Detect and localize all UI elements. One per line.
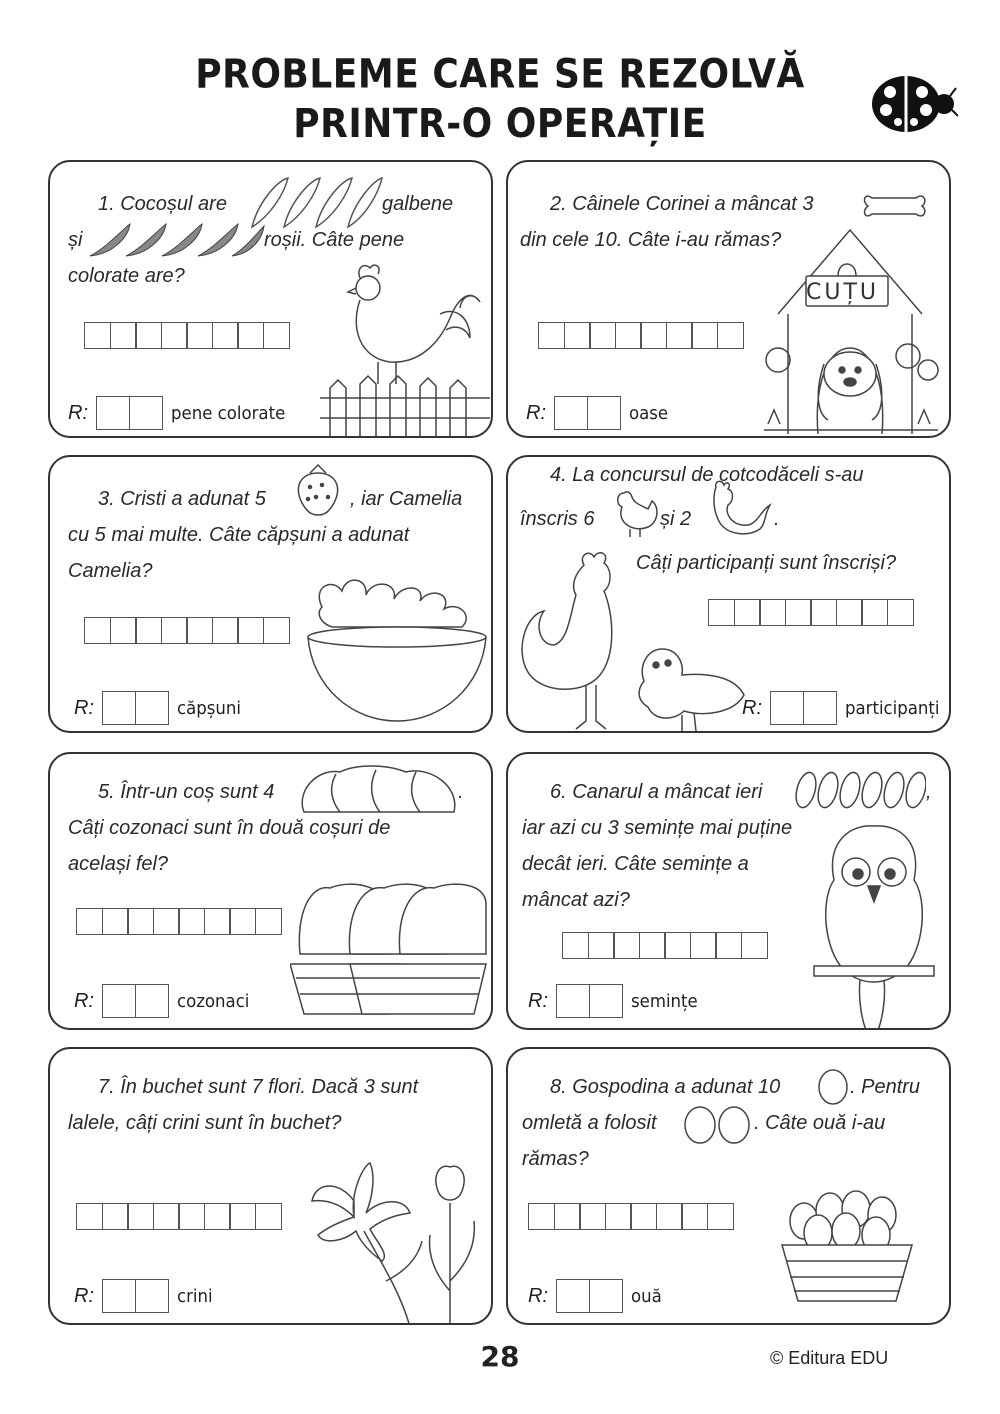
- canary-illustration: [804, 820, 944, 1030]
- title-line-2: PRINTR-O OPERAȚIE: [293, 101, 707, 148]
- p3-text-d: Camelia?: [68, 560, 153, 582]
- p1-text-b: galbene: [382, 193, 454, 215]
- work-boxes[interactable]: [84, 617, 288, 644]
- answer-label: R:: [528, 989, 548, 1012]
- p6-text-a: 6. Canarul a mâncat ieri: [550, 781, 763, 803]
- p7-text-b: lalele, câți crini sunt în buchet?: [68, 1112, 342, 1134]
- answer-row: [74, 984, 256, 1018]
- feathers-red-icon: [86, 220, 266, 262]
- p4-text-b: înscris 6: [520, 508, 595, 530]
- answer-boxes[interactable]: [102, 984, 167, 1018]
- problem-card-3: [48, 455, 493, 733]
- problem-card-4: [506, 455, 951, 733]
- rooster-icon: [704, 479, 774, 539]
- problem-card-5: [48, 752, 493, 1030]
- answer-row: [742, 691, 948, 725]
- answer-boxes[interactable]: [770, 691, 835, 725]
- bone-icon: [860, 188, 930, 224]
- p1-text-d: roșii. Câte pene: [264, 229, 405, 251]
- answer-unit: cozonaci: [177, 990, 250, 1012]
- answer-row: [528, 984, 704, 1018]
- p5-text-b: .: [458, 781, 464, 803]
- p7-text-a: 7. În buchet sunt 7 flori. Dacă 3 sunt: [98, 1076, 419, 1098]
- answer-boxes[interactable]: [556, 1279, 621, 1313]
- p3-text-a: 3. Cristi a adunat 5: [98, 488, 266, 510]
- rooster-and-hen-illustration: [514, 545, 754, 733]
- answer-boxes[interactable]: [556, 984, 621, 1018]
- problem-card-7: [48, 1047, 493, 1325]
- answer-unit: ouă: [631, 1285, 662, 1307]
- answer-label: R:: [74, 1284, 94, 1307]
- seeds-icon: [794, 768, 926, 812]
- problem-card-1: [48, 160, 493, 438]
- answer-row: [526, 396, 672, 430]
- work-boxes[interactable]: [562, 932, 766, 959]
- p8-text-d: . Câte ouă i-au: [754, 1112, 886, 1134]
- strawberry-icon: [288, 461, 348, 521]
- title-line-1: PROBLEME CARE SE REZOLVĂ: [195, 51, 805, 98]
- lily-and-tulip-illustration: [310, 1161, 490, 1325]
- work-boxes[interactable]: [538, 322, 742, 349]
- egg-icon: [816, 1065, 850, 1105]
- work-boxes[interactable]: [76, 908, 280, 935]
- p4-text-e: Câți participanți sunt înscriși?: [636, 552, 897, 574]
- p5-text-c: Câți cozonaci sunt în două coșuri de: [68, 817, 391, 839]
- answer-row: [68, 396, 295, 430]
- answer-unit: oase: [629, 402, 669, 424]
- problem-card-6: [506, 752, 951, 1030]
- work-boxes[interactable]: [84, 322, 288, 349]
- p8-text-a: 8. Gospodina a adunat 10: [550, 1076, 781, 1098]
- answer-unit: participanți: [845, 697, 940, 719]
- hen-icon: [610, 483, 660, 537]
- p8-text-c: omletă a folosit: [522, 1112, 657, 1134]
- answer-unit: semințe: [631, 990, 698, 1012]
- p1-text-c: și: [68, 229, 83, 251]
- p8-text-b: . Pentru: [850, 1076, 921, 1098]
- problem-card-8: [506, 1047, 951, 1325]
- p1-text-a: 1. Cocoșul are: [98, 193, 227, 215]
- ladybug-icon: [868, 70, 958, 136]
- cozonac-baskets-illustration: [290, 874, 490, 1024]
- p4-text-c: și 2: [660, 508, 692, 530]
- page-title: [120, 51, 880, 150]
- dog-house-sign: CUȚU: [806, 280, 880, 305]
- answer-row: [528, 1279, 664, 1313]
- p1-text-e: colorate are?: [68, 265, 185, 287]
- p6-text-c: iar azi cu 3 semințe mai puține: [522, 817, 793, 839]
- work-boxes[interactable]: [708, 599, 912, 626]
- p5-text-a: 5. Într-un coș sunt 4: [98, 781, 275, 803]
- egg-basket-illustration: [780, 1175, 914, 1303]
- answer-row: [74, 1279, 216, 1313]
- answer-unit: căpșuni: [177, 697, 241, 719]
- rooster-on-fence-illustration: [320, 258, 493, 438]
- strawberry-bowl-illustration: [302, 557, 492, 727]
- p6-text-d: decât ieri. Câte semințe a: [522, 853, 749, 875]
- p8-text-e: rămas?: [522, 1148, 589, 1170]
- p2-text-a: 2. Câinele Corinei a mâncat 3: [550, 193, 814, 215]
- answer-boxes[interactable]: [554, 396, 619, 430]
- p3-text-b: , iar Camelia: [350, 488, 463, 510]
- answer-label: R:: [68, 401, 88, 424]
- publisher-credit: © Editura EDU: [770, 1348, 889, 1368]
- p4-text-d: .: [774, 508, 780, 530]
- p2-text-b: din cele 10. Câte i-au rămas?: [520, 229, 782, 251]
- p6-text-b: ,: [926, 781, 932, 803]
- answer-unit: crini: [177, 1285, 213, 1307]
- answer-row: [74, 691, 247, 725]
- p3-text-c: cu 5 mai multe. Câte căpșuni a adunat: [68, 524, 410, 546]
- problem-card-2: [506, 160, 951, 438]
- p5-text-d: același fel?: [68, 853, 169, 875]
- work-boxes[interactable]: [528, 1203, 732, 1230]
- answer-boxes[interactable]: [96, 396, 161, 430]
- answer-boxes[interactable]: [102, 691, 167, 725]
- work-boxes[interactable]: [76, 1203, 280, 1230]
- answer-label: R:: [74, 989, 94, 1012]
- answer-unit: pene colorate: [171, 402, 286, 424]
- page-number: 28: [480, 1340, 520, 1373]
- p4-text-a: 4. La concursul de cotcodăceli s-au: [550, 464, 864, 486]
- answer-label: R:: [526, 401, 546, 424]
- p6-text-e: mâncat azi?: [522, 889, 630, 911]
- answer-label: R:: [528, 1284, 548, 1307]
- answer-boxes[interactable]: [102, 1279, 167, 1313]
- two-eggs-icon: [682, 1101, 752, 1145]
- answer-label: R:: [742, 696, 762, 719]
- dog-house-illustration: [758, 224, 951, 438]
- answer-label: R:: [74, 696, 94, 719]
